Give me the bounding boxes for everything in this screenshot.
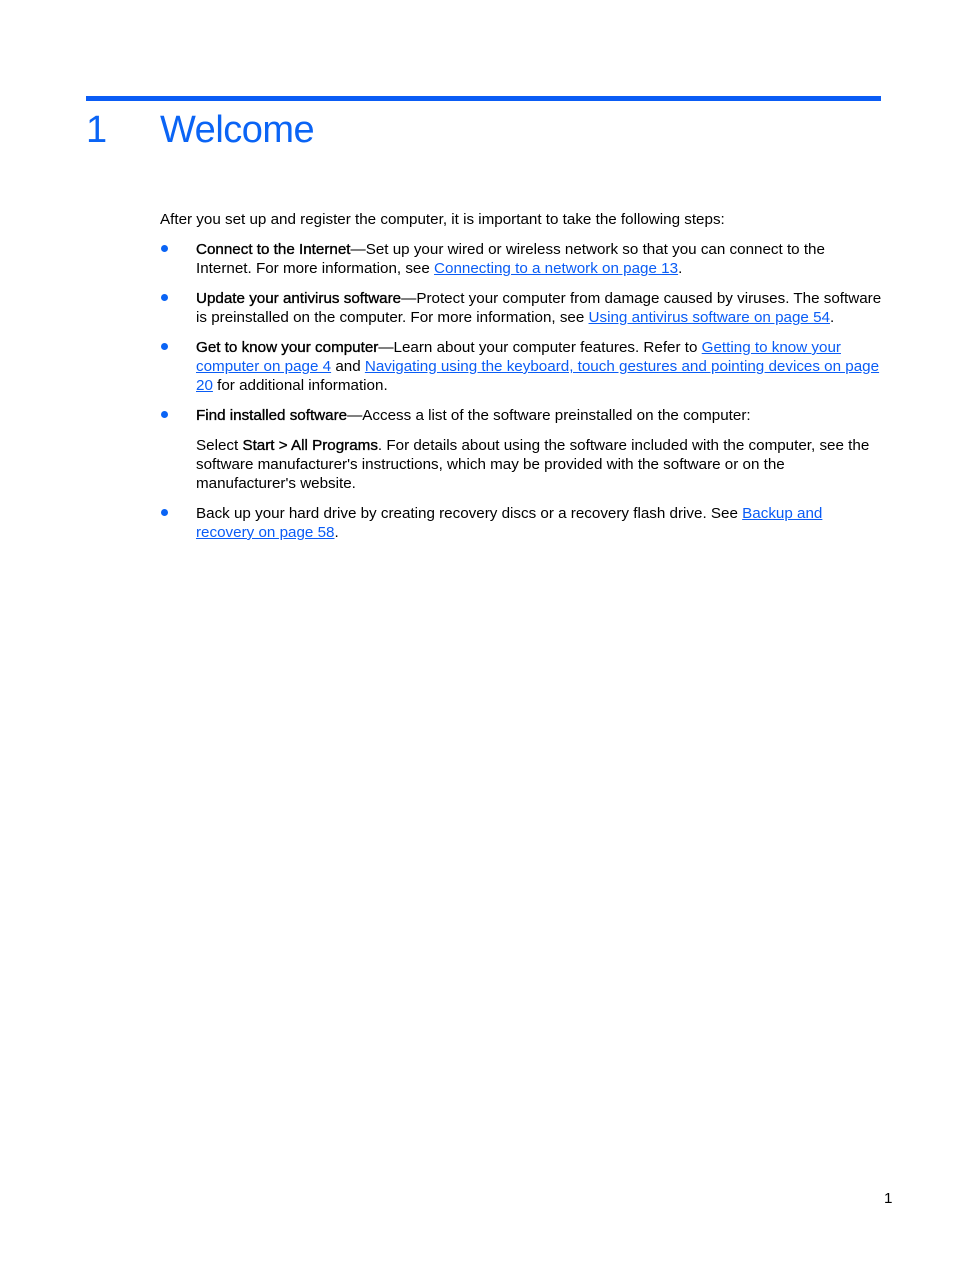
link-navigating[interactable]: Navigating using the keyboard, touch gestures and pointing devices on page 20 [196,358,880,394]
step-text: Back up your hard drive by creating recovery discs or a recovery flash drive. See [196,505,743,522]
step-term: Find installed software [196,407,348,424]
step-text: —Access a list of the software preinstalled on the computer: [347,407,751,424]
step-text: for additional information. [212,377,388,394]
sub-term: Start > All Programs [242,437,378,454]
chapter-number: 1 [86,108,107,151]
bullet-icon [161,245,168,252]
list-item [160,240,884,278]
link-using-antivirus[interactable]: Using antivirus software on page 54 [588,309,830,326]
page-number: 1 [884,1190,893,1207]
bullet-icon [161,294,168,301]
link-getting-to-know[interactable]: Getting to know your computer on page 4 [196,339,841,375]
intro-paragraph: After you set up and register the computer, it is important to take the following steps: [160,211,725,228]
chapter-content [160,210,884,553]
step-term: Get to know your computer [196,339,379,356]
sub-paragraph [196,436,884,493]
step-text: —Learn about your computer features. Refer to [378,339,702,356]
steps-list [160,240,884,542]
step-term: Update your antivirus software [196,290,402,307]
step-text: —Protect your computer from damage caused by viruses. The software is preinstalled on the computer. For more information, see [196,290,882,326]
chapter-heading [86,104,314,156]
list-item [160,406,884,493]
step-text: . [334,524,339,541]
step-text: —Set up your wired or wireless network so that you can connect to the Internet. For more information, see [196,241,825,277]
list-item [160,338,884,395]
bullet-icon [161,343,168,350]
link-backup-recovery[interactable]: Backup and recovery on page 58 [196,505,823,541]
chapter-title: Welcome [160,108,315,151]
chapter-rule [86,96,881,101]
step-text: . [829,309,835,326]
sub-text: . For details about using the software included with the computer, see the software manufacturer's instructions, which may be provided with the software or on the manufacturer's website. [196,437,870,492]
step-text: and [331,358,365,375]
sub-prefix: Select [196,437,243,454]
link-connecting-to-network[interactable]: Connecting to a network on page 13 [434,260,679,277]
step-text: . [678,260,683,277]
bullet-icon [161,509,168,516]
list-item [160,504,884,542]
list-item [160,289,884,327]
step-term: Connect to the Internet [196,241,351,258]
bullet-icon [161,411,168,418]
